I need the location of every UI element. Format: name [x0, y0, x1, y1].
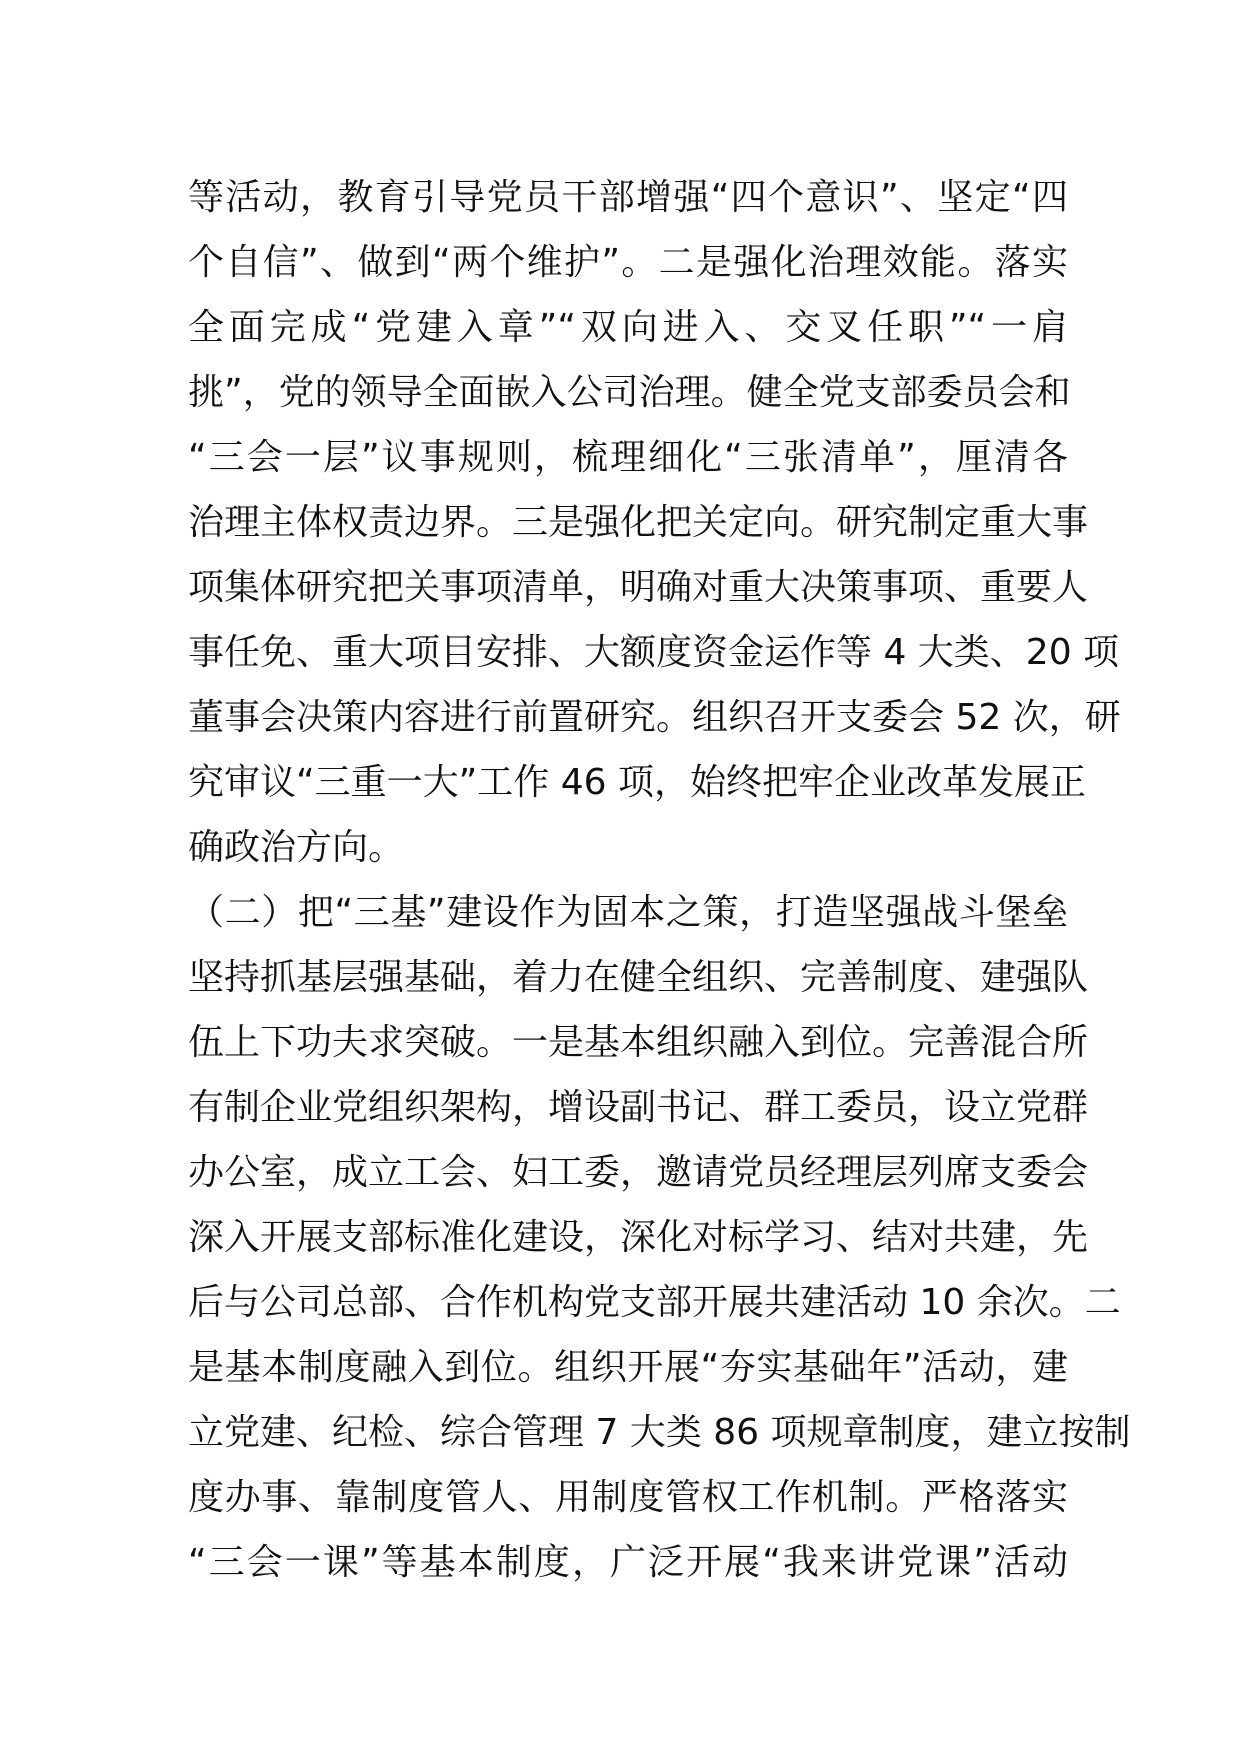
text-line: 立党建、纪检、综合管理 7 大类 86 项规章制度，建立按制: [188, 1412, 1131, 1453]
text-line: 挑”，党的领导全面嵌入公司治理。健全党支部委员会和: [188, 372, 1071, 413]
text-line: 究审议“三重一大”工作 46 项，始终把牢企业改革发展正: [188, 762, 1086, 803]
text-line: 董事会决策内容进行前置研究。组织召开支委会 52 次，研: [188, 697, 1121, 738]
text-line: 全面完成“党建入章”“双向进入、交叉任职”“一肩: [188, 307, 1068, 348]
text-line: 是基本制度融入到位。组织开展“夯实基础年”活动，建: [188, 1347, 1068, 1388]
text-line: 等活动，教育引导党员干部增强“四个意识”、坚定“四: [188, 177, 1068, 218]
section-heading: （二）把“三基”建设作为固本之策，打造坚强战斗堡垒: [188, 892, 1068, 933]
text-line: 坚持抓基层强基础，着力在健全组织、完善制度、建强队: [188, 957, 1089, 998]
text-line: “三会一课”等基本制度，广泛开展“我来讲党课”活动: [188, 1542, 1068, 1583]
text-line: 度办事、靠制度管人、用制度管权工作机制。严格落实: [188, 1477, 1068, 1518]
text-line: 确政治方向。: [188, 827, 405, 868]
text-line: 深入开展支部标准化建设，深化对标学习、结对共建，先: [188, 1217, 1089, 1258]
text-line: 办公室，成立工会、妇工委，邀请党员经理层列席支委会: [188, 1152, 1089, 1193]
text-line: 事任免、重大项目安排、大额度资金运作等 4 大类、20 项: [188, 632, 1120, 673]
text-line: 伍上下功夫求突破。一是基本组织融入到位。完善混合所: [188, 1022, 1089, 1063]
text-line: 有制企业党组织架构，增设副书记、群工委员，设立党群: [188, 1087, 1089, 1128]
text-line: “三会一层”议事规则，梳理细化“三张清单”，厘清各: [188, 437, 1068, 478]
text-line: 项集体研究把关事项清单，明确对重大决策事项、重要人: [188, 567, 1089, 608]
text-line: 后与公司总部、合作机构党支部开展共建活动 10 余次。二: [188, 1282, 1121, 1323]
text-line: 治理主体权责边界。三是强化把关定向。研究制定重大事: [188, 502, 1089, 543]
text-line: 个自信”、做到“两个维护”。二是强化治理效能。落实: [188, 242, 1068, 283]
body-text: [188, 165, 1131, 1595]
